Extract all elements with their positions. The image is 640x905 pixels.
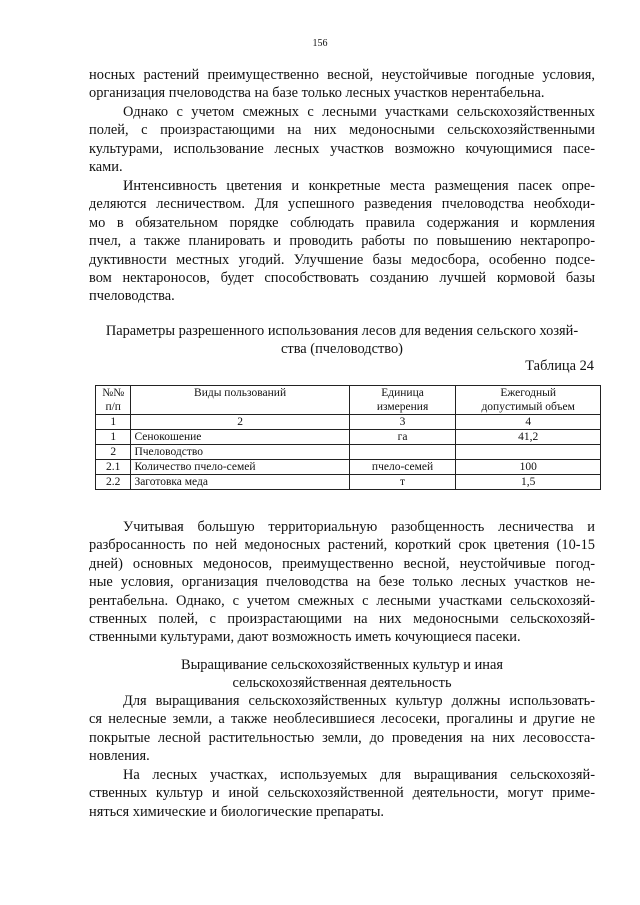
table-index-row [96,415,601,430]
header-text: Ежегодный [500,387,557,399]
table-cell: га [349,430,456,445]
header-text: п/п [105,401,121,413]
text-line: рентабельна. Однако, с учетом смежных с лесными участками сельскохозяй- [89,592,595,609]
text-line: пчеловодства. [89,288,175,305]
header-text: Виды пользований [194,387,287,399]
table-row [96,430,601,445]
table-cell: Сенокошение [131,430,349,445]
text-line: дуктивности местных угодий. Улучшение базы медосбора, особенно подсе- [89,251,595,268]
table-cell [349,445,456,460]
header-text: допустимый объем [481,401,575,413]
table-row [96,460,601,475]
text-line: культурами, использование лесных участков возможно кочующимися пасе- [89,140,595,157]
section-heading-line: сельскохозяйственная деятельность [232,675,452,692]
text-line: дней) основных медоносов, преимущественно весной, неустойчивые погод- [89,555,595,572]
header-cell [131,386,349,415]
table-title-line: ства (пчеловодство) [281,341,403,358]
table-cell: Количество пчело-семей [131,460,349,475]
text-line: Учитывая большую территориальную разобщенность лесничества и [123,519,595,535]
table-cell: 1 [96,430,131,445]
table-header-row [96,386,601,415]
paragraph-3 [89,177,595,306]
table-cell: 2 [96,445,131,460]
text-line: новления. [89,748,150,765]
paragraph-4 [89,518,595,647]
table-cell [456,445,601,460]
text-line: вом нектароносов, будет способствовать созданию лучшей кормовой базы [89,270,595,287]
table-row [96,445,601,460]
table-cell: Заготовка меда [131,475,349,490]
text-line: организация пчеловодства на базе только лесных участков нерентабельна. [89,85,545,102]
text-line: ные условия, организация пчеловодства на безе только лесных участков не- [89,574,595,591]
table-title-line: Параметры разрешенного использования лесов для ведения сельского хозяй- [105,323,579,339]
table-cell: 2.1 [96,460,131,475]
text-line: Интенсивность цветения и конкретные места размещения пасек опре- [123,178,595,194]
table-cell: 100 [456,460,601,475]
text-line: Для выращивания сельскохозяйственных культур должны использовать- [123,693,595,709]
text-line: полей, с произрастающими на них медоносными сельскохозяйственными [89,122,595,139]
header-text: измерения [376,401,429,413]
text-line: носных растений преимущественно весной, неустойчивые погодные условия, [89,67,595,83]
page-number: 156 [312,38,328,49]
text-line: разбросанность по ней медоносных растений, короткий срок цветения (10-15 [89,537,595,554]
table-label: Таблица 24 [525,358,594,374]
table-cell: 2.2 [96,475,131,490]
text-line: покрытые лесной растительностью земли, до проведения на них лесовосста- [89,729,595,746]
table-cell: 2 [131,415,349,430]
paragraph-5 [89,692,595,766]
text-line: Однако с учетом смежных с лесными участками сельскохозяйственных [123,104,595,120]
header-cell [456,386,601,415]
text-line: ственных культур и иной сельскохозяйственной деятельности, могут приме- [89,785,595,802]
table-cell: пчело-семей [349,460,456,475]
section-heading [89,656,595,693]
table-cell: 3 [349,415,456,430]
section-heading-line: Выращивание сельскохозяйственных культур и иная [180,657,504,673]
text-line: ками. [89,159,123,176]
paragraph-2 [89,103,595,177]
table-title [89,322,595,359]
text-line: мо в обязательном порядке соблюдать правила содержания и кормления [89,214,595,231]
paragraph-1 [89,66,595,103]
header-cell [96,386,131,415]
parameters-table [95,385,601,490]
header-text: Единица [381,387,424,399]
table-cell: 1,5 [456,475,601,490]
table-cell: 4 [456,415,601,430]
text-line: няться химические и биологические препараты. [89,803,385,820]
table-cell: 41,2 [456,430,601,445]
table-row [96,475,601,490]
table-cell: 1 [96,415,131,430]
table-cell: Пчеловодство [131,445,349,460]
text-line: ственных полей, с произрастающими на них медоносными сельскохозяй- [89,611,595,628]
text-line: ся нелесные земли, а также необлесившиеся лесосеки, прогалины и другие не [89,711,595,728]
text-line: На лесных участках, используемых для выращивания сельскохозяй- [123,767,595,783]
paragraph-6 [89,766,595,821]
text-line: деляются лесничеством. Для успешного разведения пчеловодства необходи- [89,196,595,213]
table-cell: т [349,475,456,490]
text-line: пчел, а также планировать и проводить работы по повышению нектаропро- [89,233,595,250]
header-text: №№ [102,387,125,399]
header-cell [349,386,456,415]
text-line: ственными культурами, дают возможность иметь кочующиеся пасеки. [89,629,521,646]
